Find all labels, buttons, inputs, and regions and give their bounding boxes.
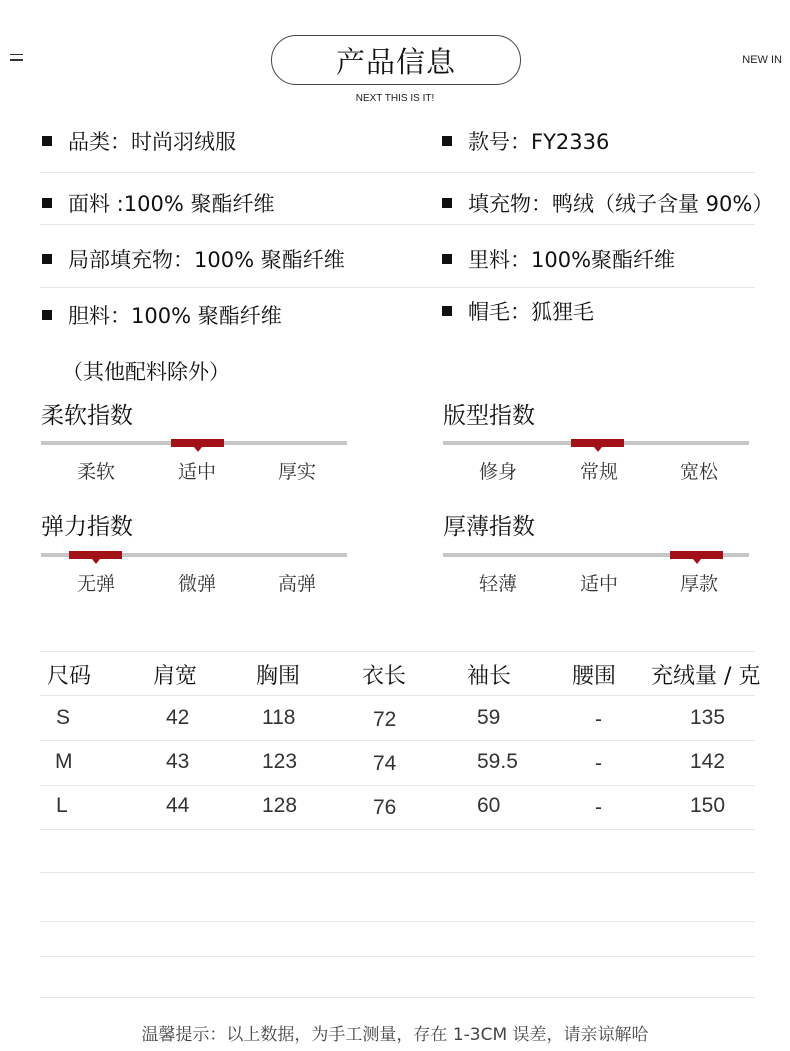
fit-marker-pointer	[594, 447, 602, 452]
thickness-label-3: 厚款	[679, 573, 718, 595]
bullet-icon	[442, 254, 452, 264]
bullet-icon	[42, 310, 52, 320]
table-cell: 118	[262, 706, 296, 729]
softness-label-2: 适中	[177, 461, 216, 483]
table-header-chest: 胸围	[256, 664, 301, 689]
table-header-length: 衣长	[362, 664, 407, 689]
table-cell: 59.5	[477, 750, 518, 773]
elasticity-marker-pointer	[92, 559, 100, 564]
softness-index-title: 柔软指数	[41, 403, 133, 429]
info-lining	[442, 244, 675, 274]
softness-label-3: 厚实	[277, 461, 316, 483]
table-cell: -	[595, 796, 602, 819]
softness-marker	[171, 439, 224, 447]
info-fabric	[42, 188, 274, 218]
info-note: （其他配料除外）	[62, 360, 230, 384]
info-partial-filling	[42, 244, 345, 274]
divider	[40, 224, 755, 225]
info-style-no-text: 款号：FY2336	[468, 130, 610, 154]
page-title: 产品信息	[271, 35, 521, 85]
divider	[40, 740, 755, 741]
thickness-label-2: 适中	[579, 573, 618, 595]
fit-label-1: 修身	[478, 461, 517, 483]
new-in-label[interactable]: NEW IN	[742, 54, 782, 66]
table-bottom-border	[40, 997, 755, 998]
table-cell: 60	[477, 794, 501, 817]
info-partial-filling-text: 局部填充物：100% 聚酯纤维	[68, 248, 345, 272]
bullet-icon	[42, 136, 52, 146]
table-cell: -	[595, 708, 602, 731]
info-filling	[442, 188, 773, 218]
info-category-text: 品类：时尚羽绒服	[68, 130, 236, 154]
info-hood-fur	[442, 296, 594, 326]
thickness-marker	[670, 551, 723, 559]
table-cell: L	[56, 794, 68, 817]
elasticity-label-3: 高弹	[277, 573, 316, 595]
table-header-down-fill: 充绒量 / 克	[651, 664, 761, 689]
table-top-border	[40, 651, 755, 652]
table-cell: 76	[373, 796, 397, 819]
thickness-label-1: 轻薄	[478, 573, 517, 595]
table-cell: 43	[166, 750, 190, 773]
bullet-icon	[42, 198, 52, 208]
footer-note: 温馨提示：以上数据，为手工测量，存在 1-3CM 误差，请亲谅解哈	[141, 1025, 649, 1045]
info-category	[42, 126, 236, 156]
table-cell: 44	[166, 794, 190, 817]
table-cell: 123	[262, 750, 298, 773]
divider	[40, 695, 755, 696]
elasticity-marker	[69, 551, 122, 559]
table-header-waist: 腰围	[572, 664, 617, 689]
table-cell: 74	[373, 752, 397, 775]
bullet-icon	[442, 306, 452, 316]
divider	[40, 785, 755, 786]
fit-index-title: 版型指数	[443, 403, 535, 429]
info-inner	[42, 300, 282, 330]
divider	[40, 956, 755, 957]
table-cell: 128	[262, 794, 298, 817]
table-cell: -	[595, 752, 602, 775]
elasticity-label-1: 无弹	[76, 573, 115, 595]
divider	[40, 287, 755, 288]
divider	[40, 172, 755, 173]
bullet-icon	[442, 198, 452, 208]
table-cell: S	[56, 706, 71, 729]
menu-icon[interactable]	[10, 54, 23, 64]
elasticity-label-2: 微弹	[177, 573, 216, 595]
table-cell: 59	[477, 706, 501, 729]
table-header-sleeve: 袖长	[467, 664, 512, 689]
page-subtitle: NEXT THIS IS IT!	[355, 93, 435, 104]
bullet-icon	[42, 254, 52, 264]
thickness-index-title: 厚薄指数	[443, 514, 535, 540]
table-header-size: 尺码	[47, 664, 92, 689]
divider	[40, 829, 755, 830]
fit-marker	[571, 439, 624, 447]
info-inner-text: 胆料：100% 聚酯纤维	[68, 304, 282, 328]
info-hood-fur-text: 帽毛：狐狸毛	[468, 300, 594, 324]
table-cell: 150	[690, 794, 726, 817]
fit-label-3: 宽松	[679, 461, 718, 483]
softness-marker-pointer	[194, 447, 202, 452]
bullet-icon	[442, 136, 452, 146]
table-cell: 142	[690, 750, 726, 773]
table-header-shoulder: 肩宽	[153, 664, 198, 689]
table-cell: M	[55, 750, 73, 773]
divider	[40, 921, 755, 922]
softness-label-1: 柔软	[76, 461, 115, 483]
table-cell: 42	[166, 706, 190, 729]
divider	[40, 872, 755, 873]
info-filling-text: 填充物：鸭绒（绒子含量 90%）	[468, 192, 774, 216]
info-lining-text: 里料：100%聚酯纤维	[468, 248, 676, 272]
elasticity-index-title: 弹力指数	[41, 514, 133, 540]
fit-label-2: 常规	[579, 461, 618, 483]
info-style-no	[442, 126, 609, 156]
table-cell: 72	[373, 708, 397, 731]
info-fabric-text: 面料 :100% 聚酯纤维	[68, 192, 275, 216]
table-cell: 135	[690, 706, 726, 729]
thickness-marker-pointer	[693, 559, 701, 564]
